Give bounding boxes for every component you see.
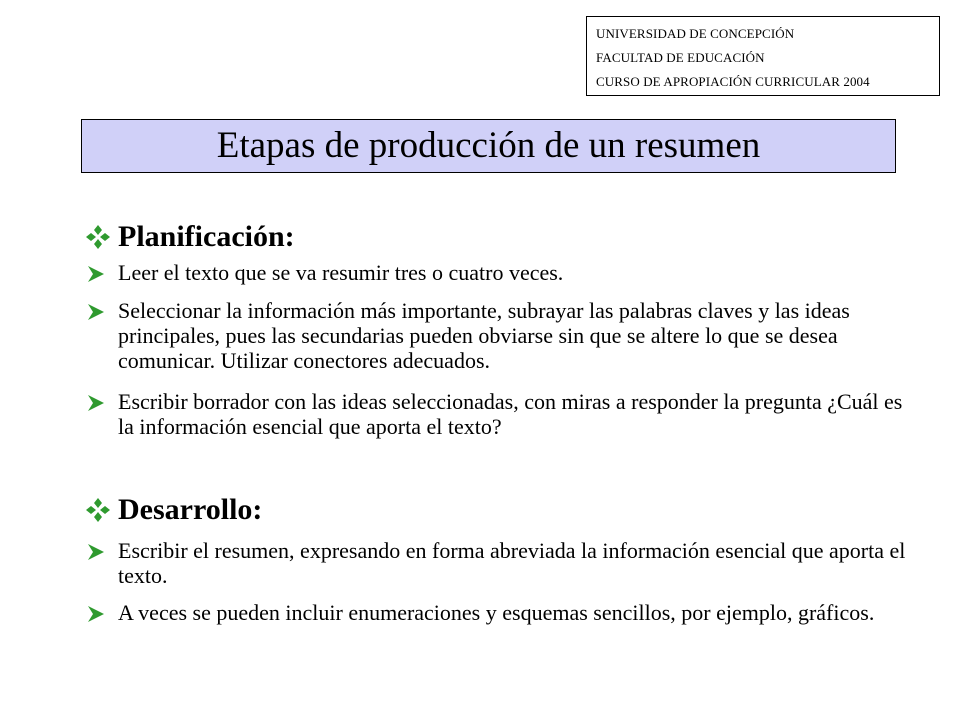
section-heading: [84, 490, 262, 530]
list-item-text: Leer el texto que se va resumir tres o cuatro veces.: [118, 260, 564, 285]
slide-title-box: [81, 119, 896, 173]
list-item-text: Seleccionar la información más importante, subrayar las palabras claves y las ideas principales, pues las secundarias pueden obviarse sin que se altere lo que se desea comunicar. Utilizar conectores adecuados.: [118, 298, 850, 373]
section-heading-text: Planificación:: [118, 220, 295, 253]
institution-header: [586, 16, 940, 96]
section-heading-text: Desarrollo:: [118, 493, 263, 526]
list-item: [84, 389, 904, 439]
section-heading: [84, 217, 295, 257]
faculty-name: FACULTAD DE EDUCACIÓN: [596, 50, 765, 65]
slide-title: Etapas de producción de un resumen: [216, 125, 761, 166]
arrowhead-bullet-icon: [87, 543, 105, 561]
university-name: UNIVERSIDAD DE CONCEPCIÓN: [596, 26, 795, 41]
arrowhead-bullet-icon: [87, 605, 105, 623]
course-name: CURSO DE APROPIACIÓN CURRICULAR 2004: [596, 74, 870, 89]
arrowhead-bullet-icon: [87, 303, 105, 321]
arrowhead-bullet-icon: [87, 394, 105, 412]
list-item-text: Escribir el resumen, expresando en forma abreviada la información esencial que aporta el texto.: [118, 538, 906, 588]
list-item: [84, 538, 904, 588]
list-item: [84, 600, 904, 625]
list-item-text: A veces se pueden incluir enumeraciones y esquemas sencillos, por ejemplo, gráficos.: [118, 600, 875, 625]
arrowhead-bullet-icon: [87, 265, 105, 283]
four-diamond-icon: [84, 496, 112, 524]
list-item: [84, 298, 904, 373]
four-diamond-icon: [84, 223, 112, 251]
list-item-text: Escribir borrador con las ideas seleccionadas, con miras a responder la pregunta ¿Cuál es la información esencial que aporta el texto?: [118, 389, 903, 439]
list-item: [84, 260, 904, 285]
